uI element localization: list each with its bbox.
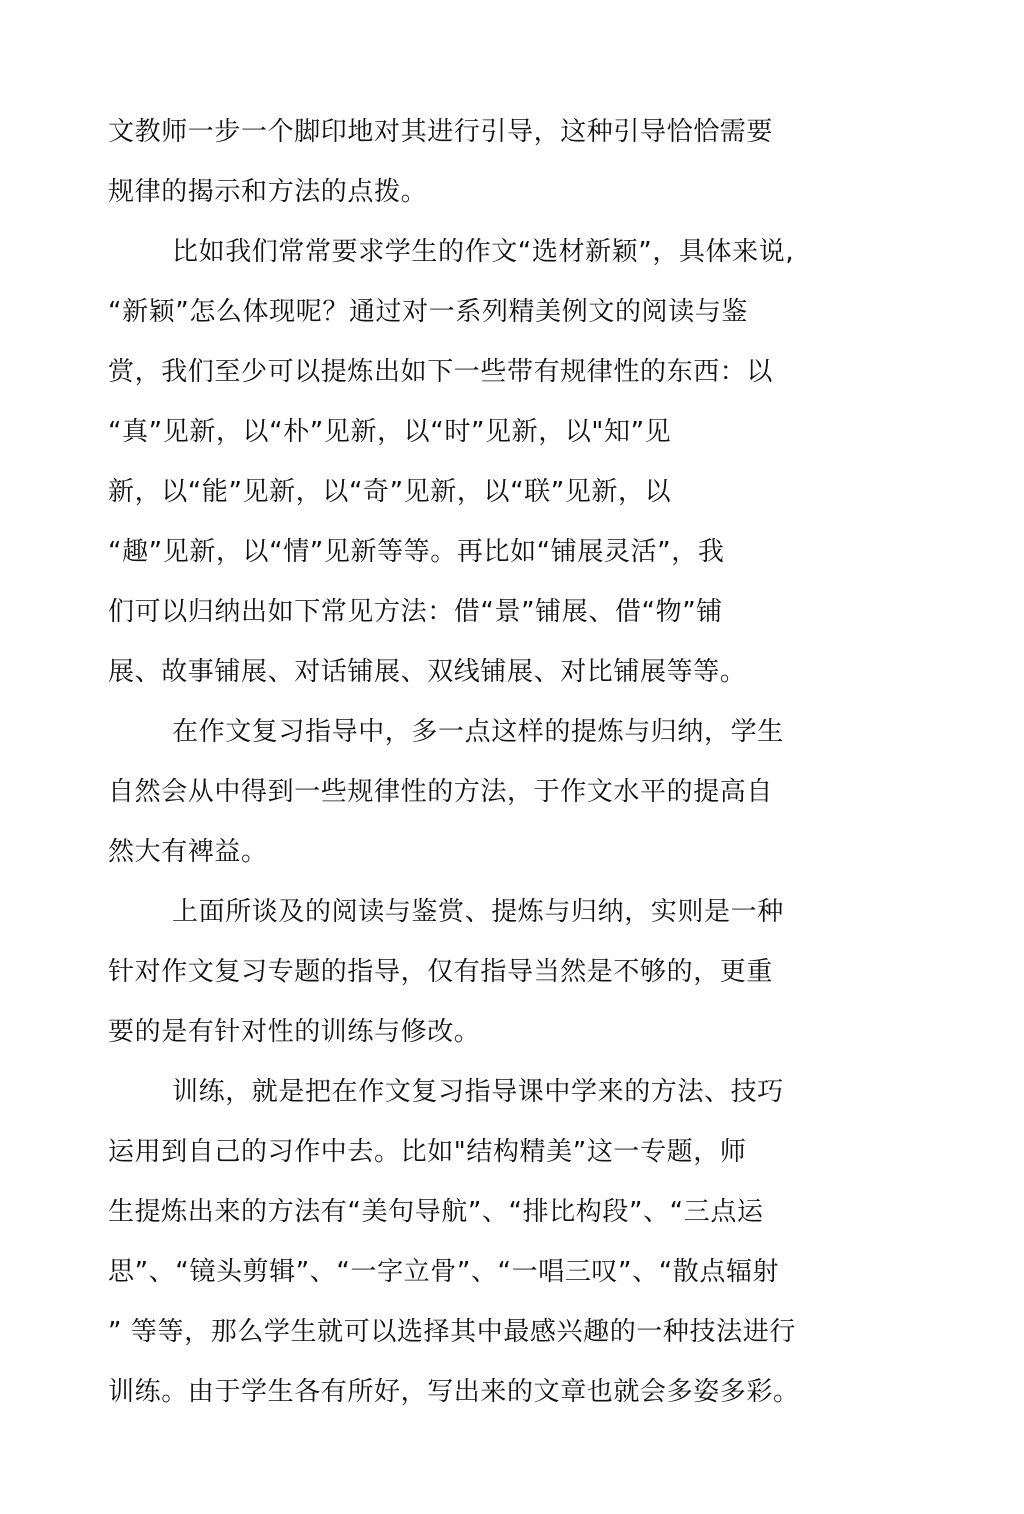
paragraph-start-line: 训练，就是把在作文复习指导课中学来的方法、技巧 (172, 1077, 784, 1107)
text-line: “新颖”怎么体现呢？通过对一系列精美例文的阅读与鉴 (108, 297, 748, 327)
paragraph-start-line: 比如我们常常要求学生的作文“选材新颖”，具体来说, (172, 237, 795, 267)
text-line: ” 等等，那么学生就可以选择其中最感兴趣的一种技法进行 (108, 1317, 796, 1347)
text-line: 运用到自己的习作中去。比如"结构精美”这一专题，师 (108, 1137, 747, 1167)
text-line: 文教师一步一个脚印地对其进行引导，这种引导恰恰需要 (108, 117, 774, 147)
text-line: 要的是有针对性的训练与修改。 (108, 1017, 481, 1047)
text-line: 生提炼出来的方法有“美句导航”、“排比构段”、“三点运 (108, 1197, 764, 1227)
text-line: 赏，我们至少可以提炼出如下一些带有规律性的东西：以 (108, 357, 774, 387)
text-line: 展、故事铺展、对话铺展、双线铺展、对比铺展等等。 (108, 657, 747, 687)
text-line: 自然会从中得到一些规律性的方法，于作文水平的提高自 (108, 777, 774, 807)
text-line: 训练。由于学生各有所好，写出来的文章也就会多姿多彩。 (108, 1377, 800, 1407)
text-line: 们可以归纳出如下常见方法：借“景”铺展、借“物”铺 (108, 597, 723, 627)
text-line: 思”、“镜头剪辑”、“一字立骨”、“一唱三叹”、“散点辐射 (108, 1257, 780, 1287)
text-line: 规律的揭示和方法的点拨。 (108, 177, 428, 207)
paragraph-start-line: 在作文复习指导中，多一点这样的提炼与归纳，学生 (172, 717, 784, 747)
paragraph-start-line: 上面所谈及的阅读与鉴赏、提炼与归纳，实则是一种 (172, 897, 784, 927)
text-line: 新，以“能”见新，以“奇”见新，以“联”见新，以 (108, 477, 672, 507)
text-line: 针对作文复习专题的指导，仅有指导当然是不够的，更重 (108, 957, 774, 987)
text-line: “趣”见新，以“情”见新等等。再比如“铺展灵活”，我 (108, 537, 725, 567)
text-line: “真”见新，以“朴”见新，以“时”见新，以"知”见 (108, 417, 672, 447)
text-line: 然大有裨益。 (108, 837, 268, 867)
